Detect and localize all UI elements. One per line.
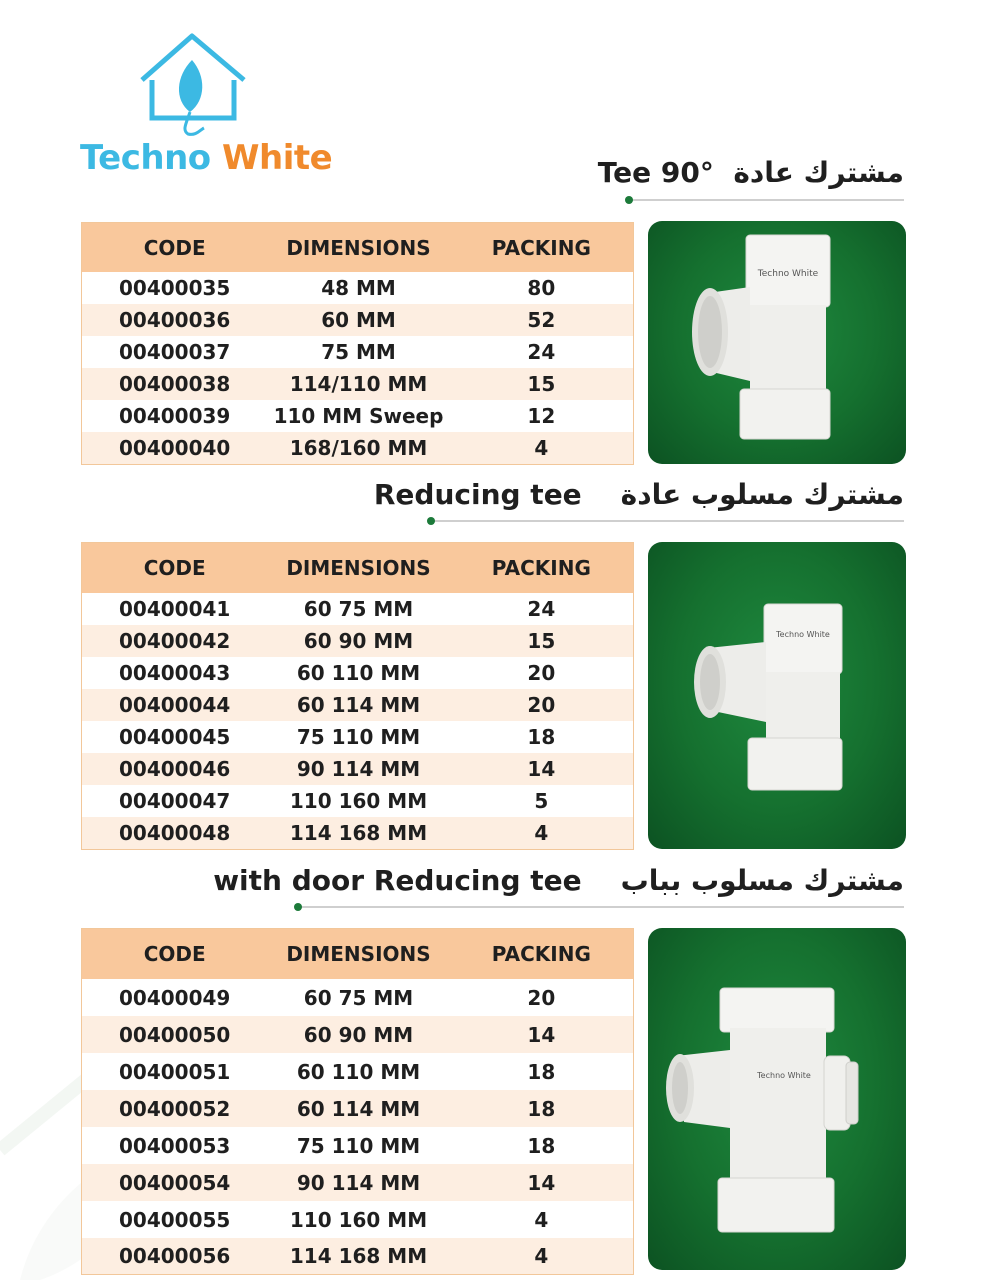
cell-dimensions: 168/160 MM [289, 436, 428, 460]
cell-packing: 4 [534, 821, 549, 845]
section-title-en: with door Reducing tee [213, 864, 582, 897]
reducing-tee-image [648, 542, 906, 849]
cell-dimensions: 60 90 MM [303, 1022, 414, 1047]
cell-code: 00400049 [119, 985, 231, 1010]
cell-code: 00400054 [119, 1170, 231, 1195]
cell-packing: 4 [534, 1207, 549, 1232]
cell-code: 00400036 [119, 308, 231, 332]
table-row [82, 785, 633, 817]
cell-code: 00400050 [119, 1022, 231, 1047]
table-row [82, 400, 633, 432]
photo-brand-label: Techno White [757, 269, 819, 279]
cell-code: 00400046 [119, 757, 231, 781]
cell-code: 00400043 [119, 661, 231, 685]
cell-code: 00400040 [119, 436, 231, 460]
header-code: CODE [143, 556, 206, 580]
cell-packing: 18 [527, 1133, 556, 1158]
product-table [81, 222, 634, 465]
cell-code: 00400039 [119, 404, 231, 428]
product-photo [648, 221, 906, 464]
cell-code: 00400045 [119, 725, 231, 749]
table-header [82, 223, 633, 272]
table-row [82, 1164, 633, 1201]
cell-dimensions: 75 110 MM [296, 725, 421, 749]
cell-code: 00400055 [119, 1207, 231, 1232]
divider-dot [427, 517, 435, 525]
cell-code: 00400037 [119, 340, 231, 364]
cell-dimensions: 60 MM [321, 308, 396, 332]
brand-word-white: White [222, 138, 333, 178]
cell-dimensions: 60 90 MM [303, 629, 414, 653]
cell-dimensions: 110 160 MM [289, 1207, 428, 1232]
photo-brand-label: Techno White [757, 1071, 811, 1080]
cell-dimensions: 60 110 MM [296, 661, 421, 685]
section-title-ar: مشترك مسلوب بباب [620, 864, 904, 897]
table-row [82, 657, 633, 689]
cell-packing: 24 [527, 340, 556, 364]
table-row [82, 272, 633, 304]
table-row [82, 432, 633, 464]
brand-name [80, 138, 332, 178]
section-title-ar: مشترك عادة [733, 156, 904, 189]
tee-fitting-image [648, 221, 906, 464]
cell-dimensions: 114 168 MM [289, 821, 428, 845]
table-row [82, 1090, 633, 1127]
cell-packing: 52 [527, 308, 556, 332]
table-row [82, 817, 633, 849]
cell-packing: 14 [527, 757, 556, 781]
cell-packing: 4 [534, 1244, 549, 1268]
cell-code: 00400052 [119, 1096, 231, 1121]
section-title-en: Reducing tee [373, 478, 582, 511]
door-reducing-tee-image [648, 928, 906, 1270]
table-row [82, 689, 633, 721]
cell-dimensions: 110 160 MM [289, 789, 428, 813]
cell-packing: 80 [527, 276, 556, 300]
table-row [82, 304, 633, 336]
table-header [82, 543, 633, 593]
photo-brand-label: Techno White [776, 630, 830, 639]
section-title-ar: مشترك مسلوب عادة [620, 478, 904, 511]
cell-code: 00400035 [119, 276, 231, 300]
cell-dimensions: 60 75 MM [303, 597, 414, 621]
cell-packing: 20 [527, 693, 556, 717]
cell-dimensions: 60 110 MM [296, 1059, 421, 1084]
section-title-en: Tee 90° [597, 156, 714, 189]
cell-packing: 24 [527, 597, 556, 621]
cell-packing: 18 [527, 725, 556, 749]
cell-dimensions: 60 114 MM [296, 1096, 421, 1121]
header-packing: PACKING [491, 556, 591, 580]
section-title [598, 156, 904, 189]
section-title [213, 864, 904, 897]
product-photo [648, 928, 906, 1270]
cell-code: 00400053 [119, 1133, 231, 1158]
cell-code: 00400047 [119, 789, 231, 813]
section-divider [430, 520, 904, 522]
table-header [82, 929, 633, 979]
header-packing: PACKING [491, 235, 591, 260]
cell-code: 00400041 [119, 597, 231, 621]
table-row [82, 753, 633, 785]
header-packing: PACKING [491, 942, 591, 966]
cell-dimensions: 114/110 MM [289, 372, 428, 396]
cell-code: 00400056 [119, 1244, 231, 1268]
header-dimensions: DIMENSIONS [286, 556, 431, 580]
product-table [81, 928, 634, 1275]
cell-packing: 12 [527, 404, 556, 428]
cell-packing: 5 [534, 789, 549, 813]
table-row [82, 721, 633, 753]
cell-packing: 18 [527, 1059, 556, 1084]
product-photo [648, 542, 906, 849]
brand-word-techno: Techno [80, 138, 211, 178]
table-row [82, 1127, 633, 1164]
cell-dimensions: 60 75 MM [303, 985, 414, 1010]
table-row [82, 368, 633, 400]
cell-dimensions: 114 168 MM [289, 1244, 428, 1268]
cell-dimensions: 75 MM [321, 340, 396, 364]
section-divider [628, 199, 904, 201]
divider-dot [625, 196, 633, 204]
cell-dimensions: 110 MM Sweep [273, 404, 444, 428]
cell-packing: 15 [527, 372, 556, 396]
table-row [82, 979, 633, 1016]
table-row [82, 1238, 633, 1274]
cell-packing: 14 [527, 1170, 556, 1195]
cell-code: 00400038 [119, 372, 231, 396]
table-row [82, 1201, 633, 1238]
cell-dimensions: 60 114 MM [296, 693, 421, 717]
divider-dot [294, 903, 302, 911]
section-title [374, 478, 904, 511]
table-row [82, 1053, 633, 1090]
cell-packing: 20 [527, 661, 556, 685]
table-row [82, 1016, 633, 1053]
cell-code: 00400051 [119, 1059, 231, 1084]
cell-dimensions: 48 MM [321, 276, 396, 300]
cell-packing: 20 [527, 985, 556, 1010]
cell-packing: 4 [534, 436, 549, 460]
cell-code: 00400044 [119, 693, 231, 717]
header-code: CODE [143, 942, 206, 966]
cell-packing: 18 [527, 1096, 556, 1121]
header-code: CODE [143, 235, 206, 260]
section-divider [297, 906, 904, 908]
cell-dimensions: 75 110 MM [296, 1133, 421, 1158]
header-dimensions: DIMENSIONS [286, 942, 431, 966]
cell-dimensions: 90 114 MM [296, 757, 421, 781]
cell-code: 00400048 [119, 821, 231, 845]
table-row [82, 593, 633, 625]
table-row [82, 625, 633, 657]
cell-dimensions: 90 114 MM [296, 1170, 421, 1195]
cell-code: 00400042 [119, 629, 231, 653]
table-row [82, 336, 633, 368]
cell-packing: 15 [527, 629, 556, 653]
cell-packing: 14 [527, 1022, 556, 1047]
product-table [81, 542, 634, 850]
header-dimensions: DIMENSIONS [286, 235, 431, 260]
